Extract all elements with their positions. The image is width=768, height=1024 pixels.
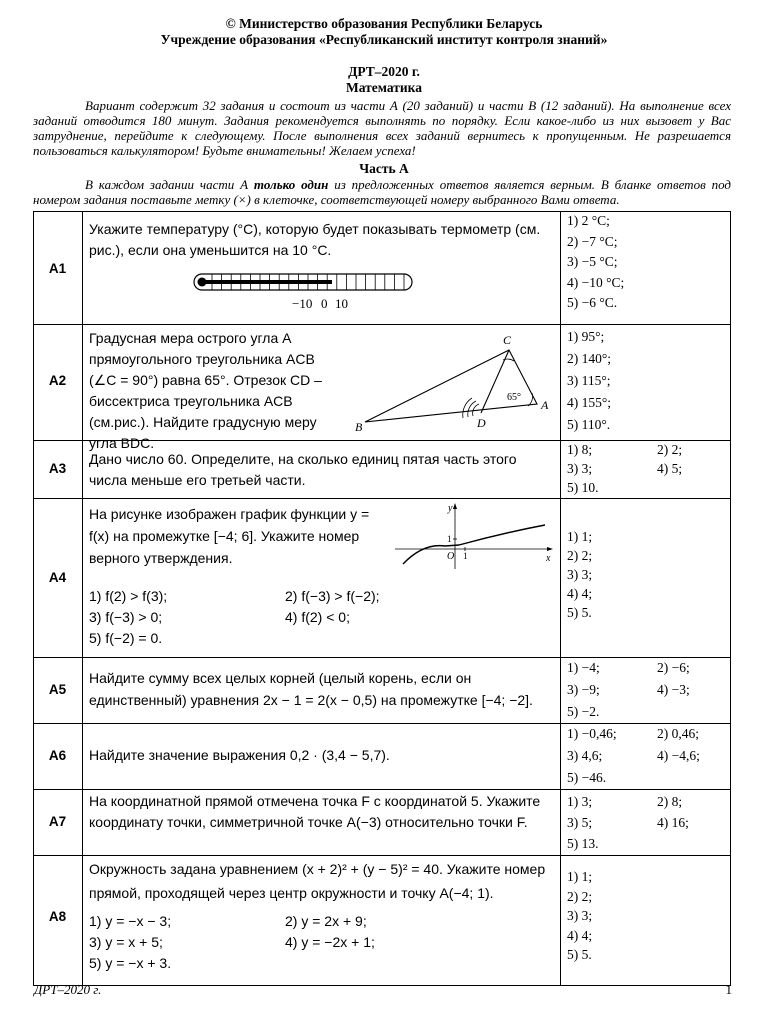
- task-text: На рисунке изображен график функции y = f(x) на промежутке [−4; 6]. Укажите номер верного утверждения.: [89, 506, 370, 566]
- answer-option: 5) −46.: [567, 770, 607, 785]
- angle-label: 65°: [507, 392, 521, 403]
- tick-one-y: 1: [447, 534, 452, 544]
- answer-list: [567, 211, 727, 314]
- thermo-label-0: 0: [321, 296, 328, 311]
- answer-option: 3) 3;: [567, 461, 593, 476]
- function-graph: [393, 501, 555, 571]
- line-option: 2) y = 2x + 9;: [285, 913, 367, 929]
- task-text: Градусная мера острого угла A прямоугольного треугольника ACB (∠C = 90°) равна 65°. Отрезок CD – биссектриса треугольника ACB (см.рис.). Найдите градусную меру угла BDC.: [89, 330, 322, 451]
- answer-list: [567, 791, 727, 854]
- answer-list: [567, 527, 727, 622]
- task-text: На координатной прямой отмечена точка F с координатой 5. Укажите координату точки, симметричной точке A(−3) относительно точки F.: [89, 793, 541, 830]
- task-number: A4: [48, 570, 67, 585]
- task-number: A2: [48, 373, 67, 388]
- answer-option: 4) −3;: [657, 682, 690, 697]
- answer-option: 2) −6;: [657, 660, 690, 675]
- statement-option: 1) f(2) > f(3);: [89, 588, 168, 604]
- doc-title: ДРТ–2020 г.: [348, 64, 420, 79]
- institution-line: Учреждение образования «Республиканский институт контроля знаний»: [160, 32, 608, 47]
- answer-option: 1) 1;: [567, 529, 593, 544]
- answer-list: [567, 723, 727, 789]
- answer-option: 4) 5;: [657, 461, 683, 476]
- answer-option: 4) −10 °C;: [567, 274, 625, 290]
- answer-list: [567, 867, 727, 965]
- answer-option: 2) 2;: [567, 548, 593, 563]
- answer-option: 1) −0,46;: [567, 726, 617, 741]
- answer-option: 2) 8;: [657, 794, 683, 809]
- answer-option: 5) 110°.: [567, 417, 611, 432]
- line-option: 3) y = x + 5;: [89, 934, 163, 950]
- axis-y-label: y: [448, 503, 453, 514]
- task-text: Дано число 60. Определите, на сколько единиц пятая часть этого числа меньше его третьей части.: [89, 451, 517, 488]
- answer-option: 5) −2.: [567, 704, 600, 719]
- answer-option: 2) −7 °C;: [567, 233, 618, 249]
- statement-options: [89, 586, 557, 649]
- answer-option: 1) 2 °C;: [567, 213, 610, 228]
- answer-option: 2) 140°;: [567, 351, 612, 366]
- origin-label: O: [447, 551, 455, 562]
- thermo-label-minus10: −10: [292, 296, 313, 311]
- task-number: A6: [48, 748, 67, 763]
- statement-option: 2) f(−3) > f(−2);: [285, 588, 380, 604]
- statement-option: 5) f(−2) = 0.: [89, 630, 163, 646]
- task-text: Найдите значение выражения 0,2 · (3,4 − 5,7).: [89, 747, 390, 763]
- answer-option: 5) 5.: [567, 947, 592, 962]
- thermo-label-10: 10: [335, 296, 348, 311]
- answer-option: 3) 3;: [567, 567, 593, 582]
- line-option: 5) y = −x + 3.: [89, 955, 172, 971]
- answer-option: 4) −4,6;: [657, 748, 700, 763]
- line-options: [89, 911, 557, 974]
- answer-option: 1) 8;: [567, 442, 593, 457]
- answer-option: 3) −5 °C;: [567, 254, 618, 269]
- page-number: 1: [725, 982, 732, 997]
- answer-option: 4) 4;: [567, 586, 593, 601]
- task-text: Окружность задана уравнением (x + 2)² + (y − 5)² = 40. Укажите номер прямой, проходящей через центр окружности и точку A(−4; 1).: [89, 861, 546, 901]
- tasks-table: [33, 211, 731, 986]
- line-option: 1) y = −x − 3;: [89, 913, 172, 929]
- task-text: Укажите температуру (°C), которую будет показывать термометр (см. рис.), если она уменьшится на 10 °C.: [89, 221, 541, 258]
- intro-paragraph: Вариант содержит 32 задания и состоит из части А (20 заданий) и части В (12 заданий). На выполнение всех заданий отводится 180 минут. Задания рекомендуется выполнять по порядку. Если какое-либо из них вызовет у Вас затруднение, перейдите к следующему. После выполнения всех заданий вернитесь к пропущенным. Не разрешается пользоваться калькулятором! Будьте внимательны! Желаем успеха!: [33, 98, 731, 158]
- triangle-figure: [351, 330, 555, 434]
- answer-option: 3) 115°;: [567, 373, 611, 388]
- answer-list: [567, 440, 727, 497]
- answer-list: [567, 326, 727, 436]
- task-text: Найдите сумму всех целых корней (целый корень, если он единственный) уравнения 2x − 1 = 2(x − 0,5) на промежутке [−4; −2].: [89, 670, 533, 708]
- answer-option: 1) 95°;: [567, 329, 605, 344]
- answer-option: 5) 10.: [567, 480, 599, 495]
- task-number: A3: [48, 461, 67, 476]
- answer-option: 4) 16;: [657, 815, 689, 830]
- answer-option: 3) −9;: [567, 682, 600, 697]
- point-d-label: D: [477, 416, 486, 430]
- answer-option: 5) 5.: [567, 605, 592, 620]
- part-title: Часть А: [359, 161, 409, 176]
- ministry-line: © Министерство образования Республики Беларусь: [225, 16, 543, 31]
- instruction-paragraph: В каждом задании части А только один из предложенных ответов является верным. В бланке ответов под номером задания поставьте метку (×) в клеточке, соответствующей номеру выбранного Вами ответа.: [33, 177, 731, 207]
- answer-option: 3) 5;: [567, 815, 593, 830]
- answer-option: 3) 3;: [567, 908, 593, 923]
- task-number: A1: [48, 261, 67, 276]
- vertex-a-label: A: [541, 398, 549, 412]
- answer-option: 2) 2;: [567, 888, 593, 904]
- task-number: A5: [48, 682, 67, 697]
- answer-option: 5) −6 °C.: [567, 295, 618, 310]
- answer-option: 2) 0,46;: [657, 726, 699, 741]
- axis-x-label: x: [546, 553, 551, 564]
- task-number: A8: [48, 909, 67, 924]
- answer-list: [567, 657, 727, 723]
- answer-option: 5) 13.: [567, 836, 599, 851]
- vertex-c-label: C: [503, 333, 512, 347]
- answer-option: 3) 4,6;: [567, 748, 603, 763]
- statement-option: 3) f(−3) > 0;: [89, 609, 163, 625]
- answer-option: 4) 4;: [567, 927, 593, 943]
- tick-one-x: 1: [463, 551, 468, 561]
- answer-option: 1) 3;: [567, 794, 593, 809]
- answer-option: 1) −4;: [567, 660, 600, 675]
- subject-title: Математика: [345, 80, 422, 95]
- thermometer-figure: [188, 271, 418, 319]
- answer-option: 2) 2;: [657, 442, 683, 457]
- line-option: 4) y = −2x + 1;: [285, 934, 375, 950]
- answer-option: 4) 155°;: [567, 395, 612, 410]
- task-number: A7: [48, 814, 67, 829]
- footer-title: ДРТ–2020 г.: [34, 982, 102, 997]
- statement-option: 4) f(2) < 0;: [285, 609, 350, 625]
- answer-option: 1) 1;: [567, 869, 593, 884]
- vertex-b-label: B: [355, 420, 363, 434]
